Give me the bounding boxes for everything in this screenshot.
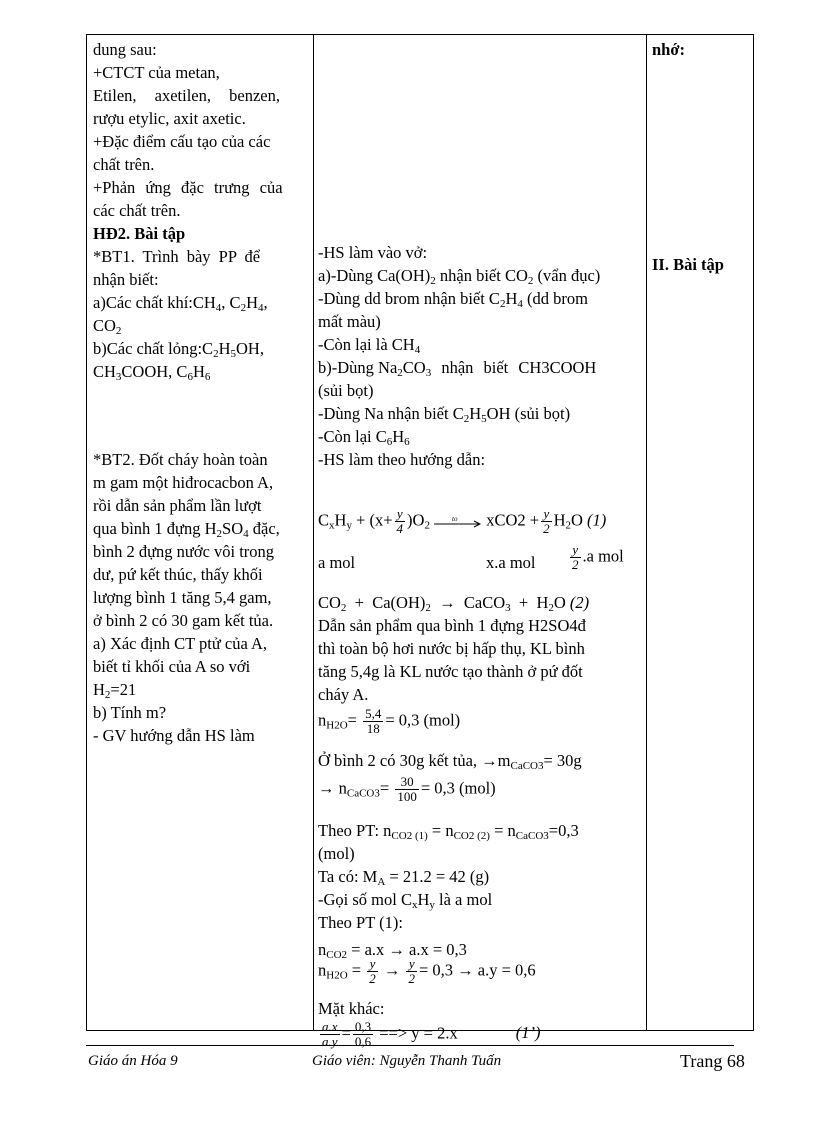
review-line: rượu etylic, axit axetic. <box>93 109 246 128</box>
bt2-line: a) Xác định CT ptử của A, <box>93 634 268 653</box>
review-line: Etilen, axetilen, benzen, <box>93 86 280 105</box>
review-line: các chất trên. <box>93 201 181 220</box>
bt2-line: qua bình 1 đựng $H_2SO_4$ đặc, <box>93 519 280 540</box>
bt2-intro: -HS làm theo hướng dẫn: <box>318 450 486 469</box>
bt1-a: a)Các chất $khí:CH_4$, $C_2H_4$, <box>93 293 268 314</box>
bt2-block <box>93 448 307 747</box>
bt1-b-cont: $CH_3COOH$, $C_6H_6$ <box>93 362 211 383</box>
teacher-activity-column <box>87 35 314 1030</box>
ncaco3-calc: → $n_{CaCO3}=$ $\frac{30}{100}$ = 0,3 (mol) <box>318 774 496 804</box>
footer-middle: Giáo viên: Nguyễn Thanh Tuấn <box>312 1053 502 1069</box>
bt2-line: m gam một hiđrocacbon A, <box>93 473 274 492</box>
bt2-line: b) Tính m? <box>93 703 167 722</box>
nh2o-eq2: $n_{H2O}$ = $\frac{y}{2}$ → $\frac{y}{2}$ = 0,3 → a.y = 0,6 <box>318 956 536 986</box>
review-line: chất trên. <box>93 155 155 174</box>
theo-pt-block: Theo PT: $n_{CO2 (1)} = n_{CO2 (2)} = n_{CaCO3}=0,3$ (mol) Ta có: $M_A = 21.2 = 42$ (g) -Gọi số mol $C_xH_y$ là a mol Theo PT (1): $n_{CO2} = a.x \to a.x = 0,3$ <box>318 821 579 961</box>
arrow-icon: → <box>383 960 401 980</box>
explain-line: Dẫn sản phẩm qua bình 1 đựng H2SO4đ <box>318 616 586 635</box>
bt1-intro: -HS làm vào vở: <box>318 243 428 262</box>
bt2-line: bình 2 đựng nước vôi trong <box>93 542 275 561</box>
kettua-line: Ở bình 2 có 30g kết tủa, $\to m_{CaCO3}= 30g$ <box>318 751 582 772</box>
equation-2: $CO_2 + Ca(OH)_2$ → CaCO$_3$ + $H_2O$ (2) <box>318 593 590 614</box>
arrow-icon: → <box>481 751 498 770</box>
equation-2-block <box>318 591 640 706</box>
bt1-step: -Dùng Na nhận biết $C_2H_5OH$ (sủi bọt) <box>318 404 571 425</box>
bt1-step: mất màu) <box>318 312 381 331</box>
bt2-line: *BT2. Đốt cháy hoàn toàn <box>93 450 268 469</box>
review-line: +Đặc điểm cấu tạo của các <box>93 132 271 151</box>
svg-text:to: to <box>452 515 458 523</box>
bt2-line: lượng bình 1 tăng 5,4 gam, <box>93 588 272 607</box>
bt1-line: *BT1. Trình bày PP để <box>93 247 261 266</box>
equation-1: $C_xH_y + (x+$ $\frac{y}{4}$ )$O_2$ to xCO2 + $\frac{y}{2}$ $H_2O$ (1) <box>318 506 607 536</box>
review-line: +CTCT của metan, <box>93 63 220 82</box>
bt1-step: -Còn lại là $CH_4$ <box>318 335 421 356</box>
review-block <box>93 38 307 383</box>
bt2-line: rồi dẫn sản phẩm lần lượt <box>93 496 262 515</box>
bt1-step: a)-Dùng $Ca(OH)_2$ nhận biết $CO_2$ (vẩn đục) <box>318 266 601 287</box>
footer-left: Giáo án Hóa 9 <box>88 1053 178 1069</box>
notes-column <box>646 35 753 1030</box>
notes-top: nhớ: <box>652 40 685 59</box>
explain-line: cháy A. <box>318 685 369 704</box>
bt2-line: biết tỉ khối của A so với <box>93 657 251 676</box>
review-line: dung sau: <box>93 40 157 59</box>
footer-divider <box>86 1045 734 1046</box>
bt2-line: dư, pứ kết thúc, thấy khối <box>93 565 263 584</box>
bt2-line: - GV hướng dẫn HS làm <box>93 726 255 745</box>
lesson-table <box>86 34 754 1049</box>
student-activity-column <box>313 35 647 1049</box>
bt1-line: nhận biết: <box>93 270 159 289</box>
arrow-icon <box>434 516 482 528</box>
bt1-step: b)-Dùng $Na_2CO_3$ nhận biết CH3COOH <box>318 358 597 379</box>
bt1-a-cont: $CO_2$ <box>93 316 122 337</box>
review-line: +Phản ứng đặc trưng của <box>93 178 283 197</box>
hd2-title: HĐ2. Bài tập <box>93 224 186 243</box>
ratio-line: $\frac{a.x}{a.y}$ = $\frac{0,3}{0,6}$ ==> y = 2.x (1’) <box>322 1019 541 1049</box>
arrow-icon: → <box>457 960 474 980</box>
mat-khac: Mặt khác: <box>318 999 385 1018</box>
nh2o-calc: $n_{H2O}=$ $\frac{5,4}{18}$ = 0,3 (mol) <box>318 706 461 736</box>
mol-row: a mol x.a mol $\frac{y}{2}$ .a mol <box>318 542 624 572</box>
arrow-icon: → <box>388 940 405 959</box>
bt1-step: -Dùng dd brom nhận biết $C_2H_4$ (dd brom <box>318 289 588 310</box>
bt1-solution <box>318 241 640 471</box>
bt1-step: (sủi bọt) <box>318 381 374 400</box>
explain-line: tăng 5,4g là KL nước tạo thành ở pứ đốt <box>318 662 583 681</box>
bt2-line: ở bình 2 có 30 gam kết tủa. <box>93 611 274 630</box>
arrow-icon: → <box>318 778 335 798</box>
page-number: Trang 68 <box>680 1051 745 1071</box>
bt1-step: -Còn lại $C_6H_6$ <box>318 427 410 448</box>
bt1-b: b)Các chất $lỏng:C_2H_5OH$, <box>93 339 264 360</box>
bt2-h2: $H_2=21$ <box>93 680 137 701</box>
section-title: II. Bài tập <box>652 255 724 274</box>
explain-line: thì toàn bộ hơi nước bị hấp thụ, KL bình <box>318 639 585 658</box>
